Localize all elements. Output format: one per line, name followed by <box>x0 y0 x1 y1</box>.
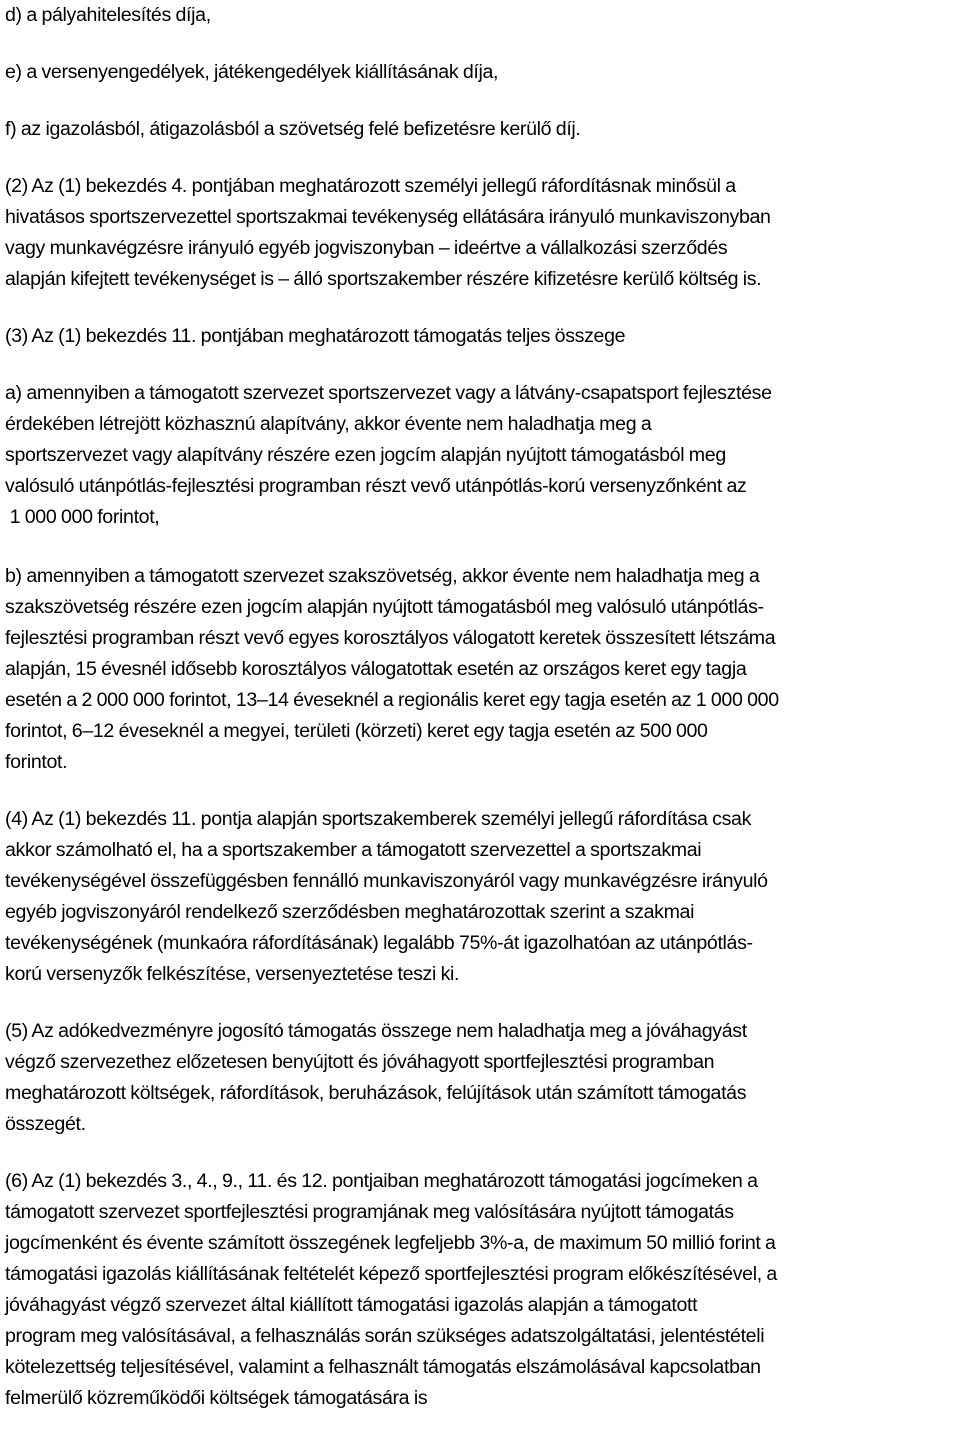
text-line: tevékenységének (munkaóra ráfordításának) legalább 75%-át igazolhatóan az utánpótlás- <box>5 932 753 954</box>
document-page <box>5 0 960 1440</box>
text-line: alapján kifejtett tevékenységet is – álló sportszakember részére kifizetésre kerülő költség is. <box>5 268 762 290</box>
text-line: e) a versenyengedélyek, játékengedélyek kiállításának díja, <box>5 61 499 83</box>
text-line: korú versenyzők felkészítése, versenyeztetése teszi ki. <box>5 963 460 985</box>
paragraph-3b <box>5 561 960 778</box>
text-line: támogatási igazolás kiállításának feltételét képező sportfejlesztési program előkészítésével, a <box>5 1263 777 1285</box>
text-line: b) amennyiben a támogatott szervezet szakszövetség, akkor évente nem haladhatja meg a <box>5 565 760 587</box>
text-line: sportszervezet vagy alapítvány részére ezen jogcím alapján nyújtott támogatásból meg <box>5 444 726 466</box>
paragraph-3 <box>5 321 960 352</box>
text-line: forintot, 6–12 éveseknél a megyei, területi (körzeti) keret egy tagja esetén az 500 000 <box>5 720 708 742</box>
text-line: alapján, 15 évesnél idősebb korosztályos válogatottak esetén az országos keret egy tagja <box>5 658 747 680</box>
text-line: d) a pályahitelesítés díja, <box>5 4 211 26</box>
text-line: (4) Az (1) bekezdés 11. pontja alapján sportszakemberek személyi jellegű ráfordítása csak <box>5 808 752 830</box>
text-line: fejlesztési programban részt vevő egyes korosztályos válogatott keretek összesített létszáma <box>5 627 776 649</box>
text-line: jóváhagyást végző szervezet által kiállított támogatási igazolás alapján a támogatott <box>5 1294 698 1316</box>
text-line: forintot. <box>5 751 68 773</box>
text-line: a) amennyiben a támogatott szervezet sportszervezet vagy a látvány-csapatsport fejlesztése <box>5 382 772 404</box>
text-line: program meg valósításával, a felhasználás során szükséges adatszolgáltatási, jelentéstételi <box>5 1325 765 1347</box>
text-line: valósuló utánpótlás-fejlesztési programban részt vevő utánpótlás-korú versenyzőnként az <box>5 475 747 497</box>
paragraph-4 <box>5 804 960 990</box>
paragraph-2 <box>5 171 960 295</box>
paragraph-5 <box>5 1016 960 1140</box>
paragraph-3a <box>5 378 960 533</box>
text-line: szakszövetség részére ezen jogcím alapján nyújtott támogatásból meg valósuló utánpótlás- <box>5 596 764 618</box>
text-line: (6) Az (1) bekezdés 3., 4., 9., 11. és 12. pontjaiban meghatározott támogatási jogcímeken a <box>5 1170 758 1192</box>
text-line: érdekében létrejött közhasznú alapítvány, akkor évente nem haladhatja meg a <box>5 413 652 435</box>
text-line: jogcímenként és évente számított összegének legfeljebb 3%-a, de maximum 50 millió forint a <box>5 1232 776 1254</box>
text-line: támogatott szervezet sportfejlesztési programjának meg valósítására nyújtott támogatás <box>5 1201 734 1223</box>
text-line: összegét. <box>5 1113 86 1135</box>
text-line: vagy munkavégzésre irányuló egyéb jogviszonyban – ideértve a vállalkozási szerződés <box>5 237 728 259</box>
text-line: akkor számolható el, ha a sportszakember a támogatott szervezettel a sportszakmai <box>5 839 702 861</box>
text-line: f) az igazolásból, átigazolásból a szövetség felé befizetésre kerülő díj. <box>5 118 581 140</box>
text-line: meghatározott költségek, ráfordítások, beruházások, felújítások után számított támogatás <box>5 1082 747 1104</box>
paragraph-d <box>5 0 960 31</box>
paragraph-6 <box>5 1166 960 1414</box>
text-line: (5) Az adókedvezményre jogosító támogatás összege nem haladhatja meg a jóváhagyást <box>5 1020 747 1042</box>
text-line: hivatásos sportszervezettel sportszakmai tevékenység ellátására irányuló munkaviszonyban <box>5 206 771 228</box>
text-line: 1 000 000 forintot, <box>5 506 160 528</box>
text-line: kötelezettség teljesítésével, valamint a felhasznált támogatás elszámolásával kapcsolatban <box>5 1356 761 1378</box>
text-line: felmerülő közreműködői költségek támogatására is <box>5 1387 428 1409</box>
text-line: esetén a 2 000 000 forintot, 13–14 éveseknél a regionális keret egy tagja esetén az 1 000 000 <box>5 689 779 711</box>
paragraph-f <box>5 114 960 145</box>
text-line: (3) Az (1) bekezdés 11. pontjában meghatározott támogatás teljes összege <box>5 325 626 347</box>
text-line: végző szervezethez előzetesen benyújtott és jóváhagyott sportfejlesztési programban <box>5 1051 715 1073</box>
text-line: tevékenységével összefüggésben fennálló munkaviszonyáról vagy munkavégzésre irányuló <box>5 870 768 892</box>
text-line: egyéb jogviszonyáról rendelkező szerződésben meghatározottak szerint a szakmai <box>5 901 695 923</box>
paragraph-e <box>5 57 960 88</box>
text-line: (2) Az (1) bekezdés 4. pontjában meghatározott személyi jellegű ráfordításnak minősül a <box>5 175 736 197</box>
